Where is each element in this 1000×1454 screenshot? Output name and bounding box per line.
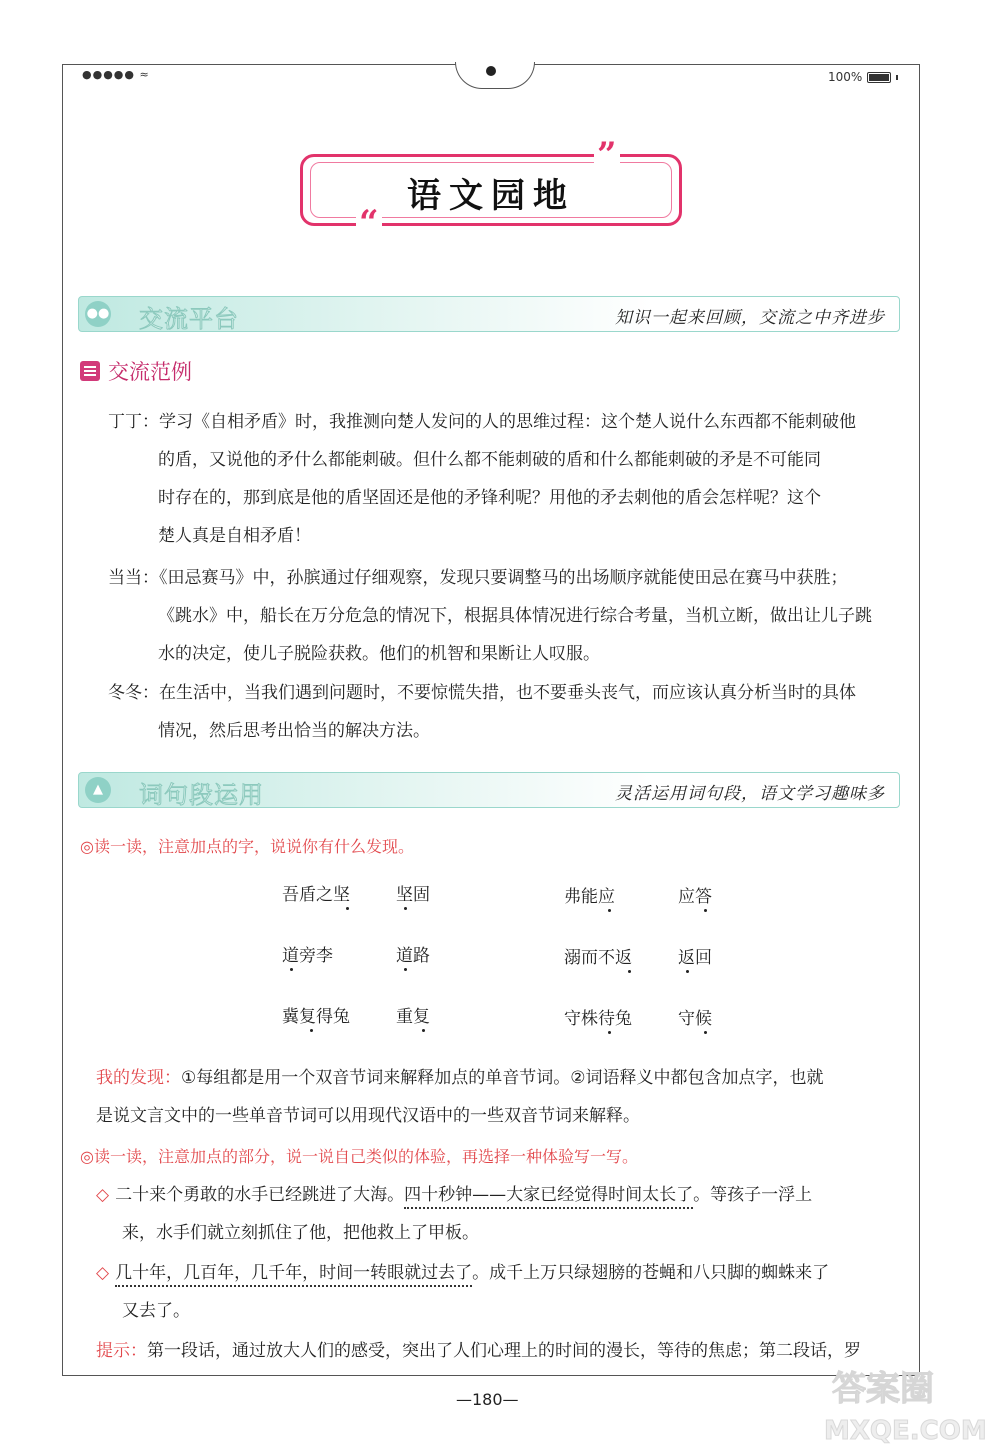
word-item: 弗能应	[564, 887, 615, 907]
task-instruction-1: ◎读一读，注意加点的字，说说你有什么发现。	[80, 837, 414, 856]
frame-top-left	[62, 64, 462, 65]
dialogue-line: 水的决定，使儿子脱险获救。他们的机智和果断让人叹服。	[158, 644, 600, 664]
section-title: 交流平台	[139, 305, 239, 333]
word-item: 返回	[678, 948, 712, 968]
dialogue-line: 《跳水》中，船长在万分危急的情况下，根据具体情况进行综合考量，当机立断，做出让儿子跳	[158, 606, 872, 626]
word-item: 应答	[678, 887, 712, 907]
speaker-name: 丁丁：	[108, 412, 159, 432]
dialogue-line: 学习《自相矛盾》时，我推测向楚人发问的人的思维过程：这个楚人说什么东西都不能刺破他	[159, 412, 856, 432]
dialogue-line: 楚人真是自相矛盾！	[158, 526, 311, 546]
hint-label: 提示：	[96, 1341, 147, 1361]
dialogue-line: 《田忌赛马》中，孙膑通过仔细观察，发现只要调整马的出场顺序就能使田忌在赛马中获胜；	[159, 568, 848, 588]
dialogue-dongdong	[108, 674, 856, 750]
emphasis-dot	[704, 909, 707, 912]
emphasis-dot	[346, 907, 349, 910]
emphasis-dot	[404, 968, 407, 971]
page-title: 语文园地	[407, 176, 575, 216]
dialogue-dangdang	[108, 559, 872, 673]
people-icon: ▲	[85, 777, 111, 803]
emphasis-dot	[628, 970, 631, 973]
emphasis-dot	[704, 1031, 707, 1034]
chat-bubble-icon: ●●	[85, 301, 111, 327]
dialogue-dingding	[108, 403, 856, 555]
section-title: 词句段运用	[139, 781, 264, 809]
word-item: 守候	[678, 1009, 712, 1029]
watermark-url: MXQE.COM	[824, 1416, 987, 1446]
battery-icon	[867, 72, 891, 83]
word-item: 溺而不返	[564, 948, 632, 968]
frame-top-right	[526, 64, 920, 65]
passage-2	[96, 1254, 829, 1330]
finding-label: 我的发现：	[96, 1068, 181, 1088]
dialogue-line: 的盾，又说他的矛什么都能刺破。但什么都不能刺破的盾和什么都能刺破的矛是不可能同	[158, 450, 821, 470]
emphasis-dot	[686, 970, 689, 973]
watermark-logo: 答案圈	[832, 1369, 934, 1409]
section-bar-usage	[78, 772, 900, 808]
hint-paragraph	[96, 1332, 861, 1370]
battery-percent: 100%	[828, 70, 863, 84]
dialogue-line: 情况，然后思考出恰当的解决方法。	[158, 721, 430, 741]
emphasis-dot	[422, 1029, 425, 1032]
passage-text: 。等孩子一浮上	[693, 1185, 813, 1205]
section-motto: 灵活运用词句段，语文学习趣味多	[615, 784, 885, 804]
battery-cap	[896, 75, 898, 80]
dialogue-line: 在生活中，当我们遇到问题时，不要惊慌失措，也不要垂头丧气，而应该认真分析当时的具体	[159, 683, 856, 703]
quote-left-icon: “	[356, 206, 382, 240]
hint-text: 第一段话，通过放大人们的感受，突出了人们心理上的时间的漫长，等待的焦虑；第二段话，罗	[147, 1341, 861, 1361]
word-item: 道旁李	[282, 946, 333, 966]
emphasis-dot	[290, 968, 293, 971]
passage-text: 二十来个勇敢的水手已经跳进了大海。	[115, 1185, 405, 1205]
word-item: 守株待兔	[564, 1009, 632, 1029]
section-motto: 知识一起来回顾，交流之中齐进步	[615, 308, 885, 328]
list-icon	[80, 361, 100, 381]
speaker-name: 冬冬：	[108, 683, 159, 703]
diamond-icon: ◇	[96, 1185, 110, 1205]
status-battery	[828, 70, 898, 84]
passage-emphasis: 四十秒钟——大家已经觉得时间太长了	[404, 1185, 693, 1209]
quote-right-icon: ”	[594, 138, 620, 172]
passage-text: 。成千上万只绿翅膀的苍蝇和八只脚的蜘蛛来了	[472, 1263, 830, 1283]
word-item: 吾盾之坚	[282, 885, 350, 905]
word-item: 冀复得兔	[282, 1007, 350, 1027]
passage-text: 又去了。	[122, 1301, 190, 1321]
passage-1	[96, 1176, 812, 1252]
camera-icon	[486, 66, 496, 76]
word-item: 坚固	[396, 885, 430, 905]
emphasis-dot	[404, 907, 407, 910]
section-bar-exchange	[78, 296, 900, 332]
passage-text: 来，水手们就立刻抓住了他，把他救上了甲板。	[122, 1223, 479, 1243]
word-item: 道路	[396, 946, 430, 966]
page-number: —180—	[456, 1390, 519, 1409]
finding-paragraph	[96, 1059, 823, 1135]
dialogue-line: 时存在的，那到底是他的盾坚固还是他的矛锋利呢？用他的矛去刺他的盾会怎样呢？这个	[158, 488, 821, 508]
finding-text: ①每组都是用一个双音节词来解释加点的单音节词。②词语释义中都包含加点字，也就	[181, 1068, 824, 1088]
example-heading-text: 交流范例	[108, 360, 192, 384]
signal-icon: ●●●●● ≈	[82, 68, 150, 81]
word-item: 重复	[396, 1007, 430, 1027]
emphasis-dot	[310, 1029, 313, 1032]
emphasis-dot	[608, 909, 611, 912]
passage-emphasis: 几十年，几百年，几千年，时间一转眼就过去了	[115, 1263, 472, 1287]
task-instruction-2: ◎读一读，注意加点的部分，说一说自己类似的体验，再选择一种体验写一写。	[80, 1147, 638, 1166]
emphasis-dot	[608, 1031, 611, 1034]
diamond-icon: ◇	[96, 1263, 110, 1283]
speaker-name: 当当：	[108, 568, 159, 588]
finding-text: 是说文言文中的一些单音节词可以用现代汉语中的一些双音节词来解释。	[96, 1106, 640, 1126]
example-heading	[80, 356, 192, 386]
